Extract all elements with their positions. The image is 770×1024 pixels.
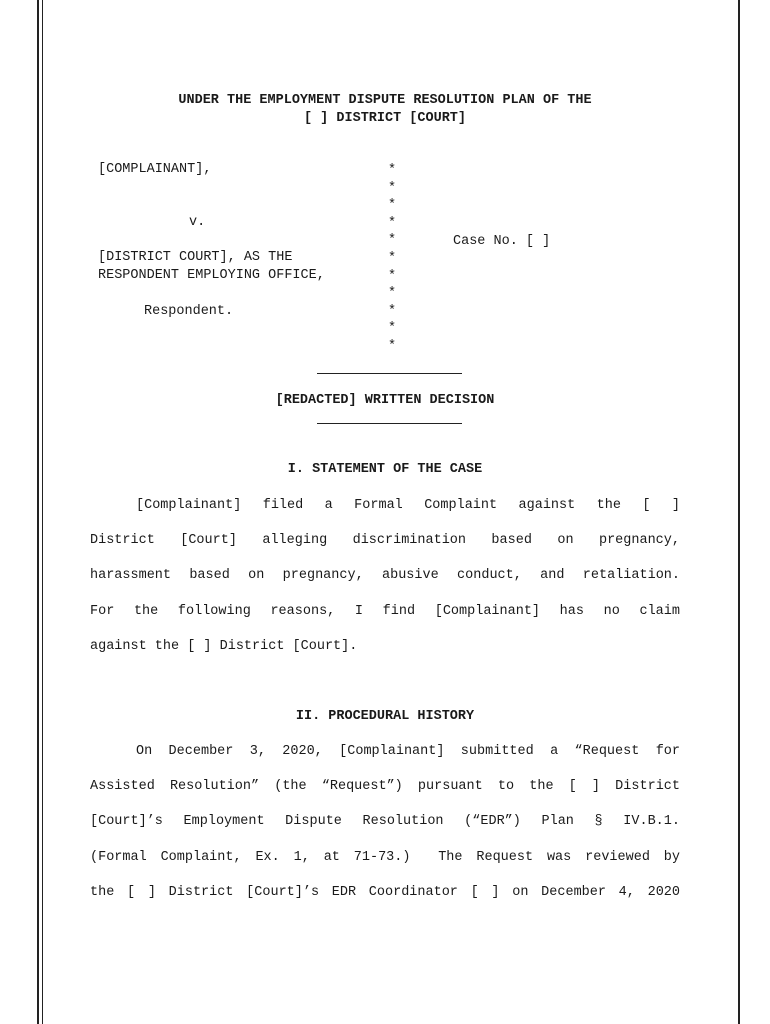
separator-star: * bbox=[387, 233, 397, 249]
separator-star: * bbox=[387, 198, 397, 214]
paragraph-line: Assisted Resolution” (the “Request”) pursuant to the [ ] District bbox=[90, 779, 680, 795]
separator-star: * bbox=[387, 250, 397, 266]
caption-respondent-label: Respondent. bbox=[144, 304, 234, 319]
document-header-line2: [ ] DISTRICT [COURT] bbox=[303, 111, 467, 126]
separator-star: * bbox=[387, 321, 397, 337]
paragraph-line: District [Court] alleging discrimination based on pregnancy, bbox=[90, 533, 680, 549]
paragraph-line: the [ ] District [Court]’s EDR Coordinator [ ] on December 4, 2020 bbox=[90, 884, 680, 900]
decision-title: [REDACTED] WRITTEN DECISION bbox=[275, 393, 495, 408]
title-rule-bottom bbox=[317, 423, 462, 424]
caption-case-number: Case No. [ ] bbox=[453, 234, 551, 249]
caption-respondent-line2: RESPONDENT EMPLOYING OFFICE, bbox=[98, 268, 325, 283]
right-margin-rule bbox=[738, 0, 740, 1024]
paragraph-line: against the [ ] District [Court]. bbox=[90, 638, 358, 654]
section-heading-statement: I. STATEMENT OF THE CASE bbox=[287, 462, 483, 477]
caption-respondent-line1: [DISTRICT COURT], AS THE bbox=[98, 250, 293, 265]
document-header-line1: UNDER THE EMPLOYMENT DISPUTE RESOLUTION PLAN OF THE bbox=[178, 93, 592, 108]
paragraph-line: [Complainant] filed a Formal Complaint against the [ ] bbox=[136, 498, 680, 513]
separator-star: * bbox=[387, 180, 397, 196]
section-body-statement bbox=[90, 497, 680, 673]
separator-star: * bbox=[387, 338, 397, 354]
left-margin-rule-outer bbox=[37, 0, 39, 1024]
paragraph-line: harassment based on pregnancy, abusive conduct, and retaliation. bbox=[90, 568, 680, 584]
paragraph-line: For the following reasons, I find [Complainant] has no claim bbox=[90, 603, 680, 619]
separator-star: * bbox=[387, 268, 397, 284]
separator-star: * bbox=[387, 163, 397, 178]
separator-star: * bbox=[387, 286, 397, 302]
caption-separator-column bbox=[386, 162, 398, 356]
section-body-procedural-history bbox=[90, 743, 680, 919]
left-margin-rule-inner bbox=[42, 0, 43, 1024]
paragraph-line: On December 3, 2020, [Complainant] submitted a “Request for bbox=[136, 744, 680, 759]
separator-star: * bbox=[387, 303, 397, 319]
paragraph-line: (Formal Complaint, Ex. 1, at 71-73.) The Request was reviewed by bbox=[90, 849, 680, 865]
caption-versus: v. bbox=[189, 215, 206, 230]
section-heading-procedural-history: II. PROCEDURAL HISTORY bbox=[295, 709, 475, 724]
title-rule-top bbox=[317, 373, 462, 374]
separator-star: * bbox=[387, 215, 397, 231]
paragraph-line: [Court]’s Employment Dispute Resolution (“EDR”) Plan § IV.B.1. bbox=[90, 814, 680, 830]
caption-complainant: [COMPLAINANT], bbox=[98, 162, 212, 177]
